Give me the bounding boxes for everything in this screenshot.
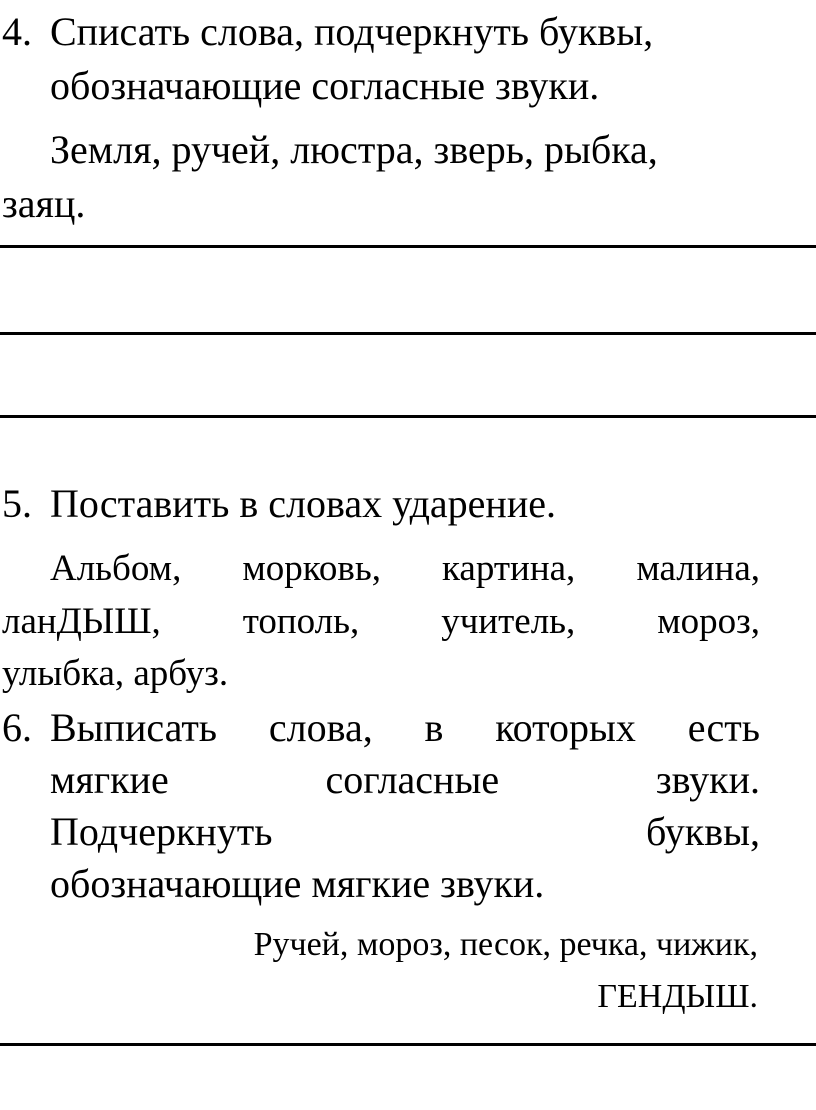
task-instruction-line: обозначающие согласные звуки. bbox=[50, 63, 600, 108]
word: Выписать bbox=[50, 705, 218, 750]
task-instruction-line: Списать слова, подчеркнуть буквы, bbox=[50, 9, 654, 54]
word: слова, bbox=[268, 705, 373, 750]
word-list-line bbox=[50, 550, 760, 587]
task-instruction-line: обозначающие мягкие звуки. bbox=[50, 861, 545, 906]
word: морковь, bbox=[242, 548, 381, 589]
word-list-line: ГЕНДЫШ. bbox=[597, 978, 758, 1015]
word: мягкие bbox=[50, 757, 169, 802]
word-list-line: улыбка, арбуз. bbox=[2, 653, 229, 694]
word: Подчеркнуть bbox=[50, 809, 273, 854]
word-list-line: заяц. bbox=[2, 181, 86, 226]
task-number: 4. bbox=[2, 9, 32, 54]
task-number: 6. bbox=[2, 705, 32, 750]
answer-line bbox=[0, 332, 816, 335]
word-list-line: Земля, ручей, люстра, зверь, рыбка, bbox=[50, 127, 658, 172]
task-number: 5. bbox=[2, 481, 32, 526]
word: учитель, bbox=[441, 601, 576, 642]
answer-line bbox=[0, 245, 816, 248]
task-instruction-line bbox=[50, 757, 760, 802]
word: звуки. bbox=[655, 757, 760, 802]
word: которых bbox=[495, 705, 636, 750]
task-instruction-line bbox=[50, 809, 760, 854]
answer-line bbox=[0, 415, 816, 418]
word-list-line bbox=[2, 603, 760, 640]
word: есть bbox=[687, 705, 760, 750]
word: малина, bbox=[636, 548, 760, 589]
task-instruction-line bbox=[50, 705, 760, 750]
word: тополь, bbox=[242, 601, 360, 642]
task-instruction-line: Поставить в словах ударение. bbox=[50, 481, 556, 526]
word: ланДЫШ, bbox=[2, 601, 161, 642]
word-list-line: Ручей, мороз, песок, речка, чижик, bbox=[253, 926, 758, 963]
answer-line bbox=[0, 1043, 816, 1046]
word: Альбом, bbox=[50, 548, 182, 589]
word: согласные bbox=[325, 757, 500, 802]
word: буквы, bbox=[645, 809, 760, 854]
word: картина, bbox=[442, 548, 576, 589]
word: мороз, bbox=[657, 601, 760, 642]
word: в bbox=[424, 705, 444, 750]
